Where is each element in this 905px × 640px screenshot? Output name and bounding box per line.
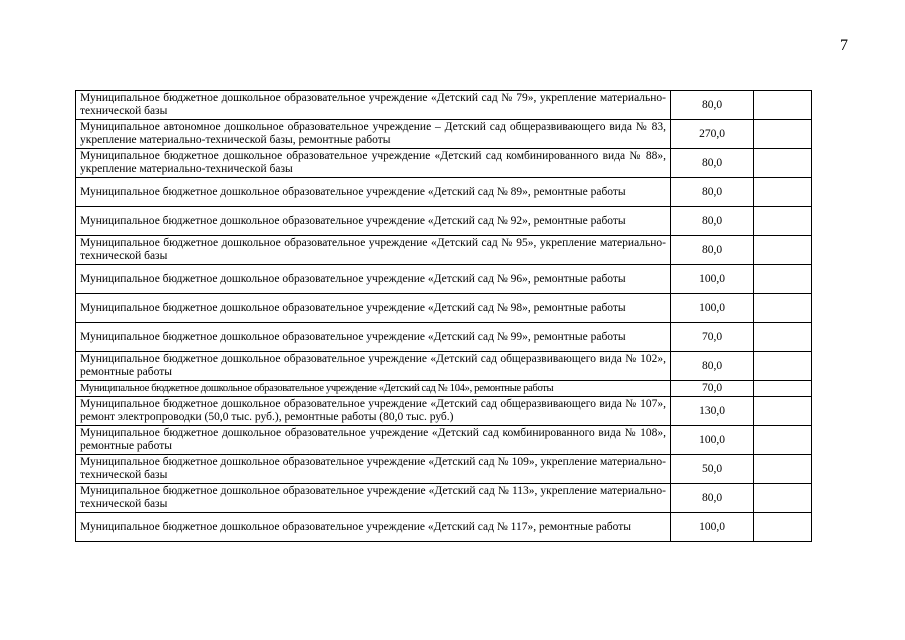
- table-row: [76, 207, 812, 236]
- row-empty-cell: [754, 91, 812, 120]
- table-row: [76, 426, 812, 455]
- table-row: [76, 178, 812, 207]
- row-amount: 100,0: [671, 426, 754, 455]
- row-empty-cell: [754, 149, 812, 178]
- row-description: Муниципальное бюджетное дошкольное образовательное учреждение «Детский сад № 117», ремонтные работы: [76, 513, 671, 542]
- row-description: Муниципальное бюджетное дошкольное образовательное учреждение «Детский сад № 109», укрепление материально-технической базы: [76, 455, 671, 484]
- row-description: Муниципальное бюджетное дошкольное образовательное учреждение «Детский сад № 113», укрепление материально-технической базы: [76, 484, 671, 513]
- table-row: [76, 513, 812, 542]
- table-row: [76, 236, 812, 265]
- row-amount: 70,0: [671, 381, 754, 397]
- row-empty-cell: [754, 397, 812, 426]
- row-amount: 270,0: [671, 120, 754, 149]
- row-empty-cell: [754, 513, 812, 542]
- row-amount: 100,0: [671, 294, 754, 323]
- row-description: Муниципальное бюджетное дошкольное образовательное учреждение «Детский сад № 79», укрепление материально-технической базы: [76, 91, 671, 120]
- row-empty-cell: [754, 236, 812, 265]
- row-description: Муниципальное бюджетное дошкольное образовательное учреждение «Детский сад № 96», ремонтные работы: [76, 265, 671, 294]
- table-row: [76, 91, 812, 120]
- row-empty-cell: [754, 178, 812, 207]
- row-amount: 80,0: [671, 178, 754, 207]
- row-description: Муниципальное бюджетное дошкольное образовательное учреждение «Детский сад № 104», ремонтные работы: [76, 381, 671, 397]
- row-empty-cell: [754, 455, 812, 484]
- row-description: Муниципальное бюджетное дошкольное образовательное учреждение «Детский сад № 95», укрепление материально-технической базы: [76, 236, 671, 265]
- row-amount: 80,0: [671, 352, 754, 381]
- row-description: Муниципальное бюджетное дошкольное образовательное учреждение «Детский сад № 89», ремонтные работы: [76, 178, 671, 207]
- row-amount: 130,0: [671, 397, 754, 426]
- table-row: [76, 397, 812, 426]
- table-row: [76, 323, 812, 352]
- row-amount: 80,0: [671, 91, 754, 120]
- table-row: [76, 265, 812, 294]
- row-description: Муниципальное бюджетное дошкольное образовательное учреждение «Детский сад № 99», ремонтные работы: [76, 323, 671, 352]
- row-description: Муниципальное автономное дошкольное образовательное учреждение – Детский сад общеразвивающего вида № 83, укрепление материально-технической базы, ремонтные работы: [76, 120, 671, 149]
- row-amount: 80,0: [671, 484, 754, 513]
- row-empty-cell: [754, 381, 812, 397]
- row-amount: 80,0: [671, 236, 754, 265]
- row-empty-cell: [754, 426, 812, 455]
- row-description: Муниципальное бюджетное дошкольное образовательное учреждение «Детский сад № 98», ремонтные работы: [76, 294, 671, 323]
- row-empty-cell: [754, 484, 812, 513]
- row-description: Муниципальное бюджетное дошкольное образовательное учреждение «Детский сад общеразвивающего вида № 102», ремонтные работы: [76, 352, 671, 381]
- table-row: [76, 294, 812, 323]
- row-amount: 50,0: [671, 455, 754, 484]
- table-row: [76, 149, 812, 178]
- row-empty-cell: [754, 352, 812, 381]
- row-empty-cell: [754, 294, 812, 323]
- row-description: Муниципальное бюджетное дошкольное образовательное учреждение «Детский сад № 92», ремонтные работы: [76, 207, 671, 236]
- row-description: Муниципальное бюджетное дошкольное образовательное учреждение «Детский сад общеразвивающего вида № 107», ремонт электропроводки (50,0 тыс. руб.), ремонтные работы (80,0 тыс. руб.): [76, 397, 671, 426]
- row-amount: 100,0: [671, 265, 754, 294]
- row-empty-cell: [754, 207, 812, 236]
- budget-table: [75, 90, 812, 542]
- page-number: 7: [840, 37, 848, 54]
- row-amount: 100,0: [671, 513, 754, 542]
- row-description: Муниципальное бюджетное дошкольное образовательное учреждение «Детский сад комбинированного вида № 88», укрепление материально-технической базы: [76, 149, 671, 178]
- table-row: [76, 381, 812, 397]
- table-row: [76, 352, 812, 381]
- row-empty-cell: [754, 120, 812, 149]
- row-amount: 80,0: [671, 149, 754, 178]
- row-description: Муниципальное бюджетное дошкольное образовательное учреждение «Детский сад комбинированного вида № 108», ремонтные работы: [76, 426, 671, 455]
- row-amount: 80,0: [671, 207, 754, 236]
- table-row: [76, 455, 812, 484]
- table-row: [76, 484, 812, 513]
- row-empty-cell: [754, 265, 812, 294]
- row-amount: 70,0: [671, 323, 754, 352]
- row-empty-cell: [754, 323, 812, 352]
- table-row: [76, 120, 812, 149]
